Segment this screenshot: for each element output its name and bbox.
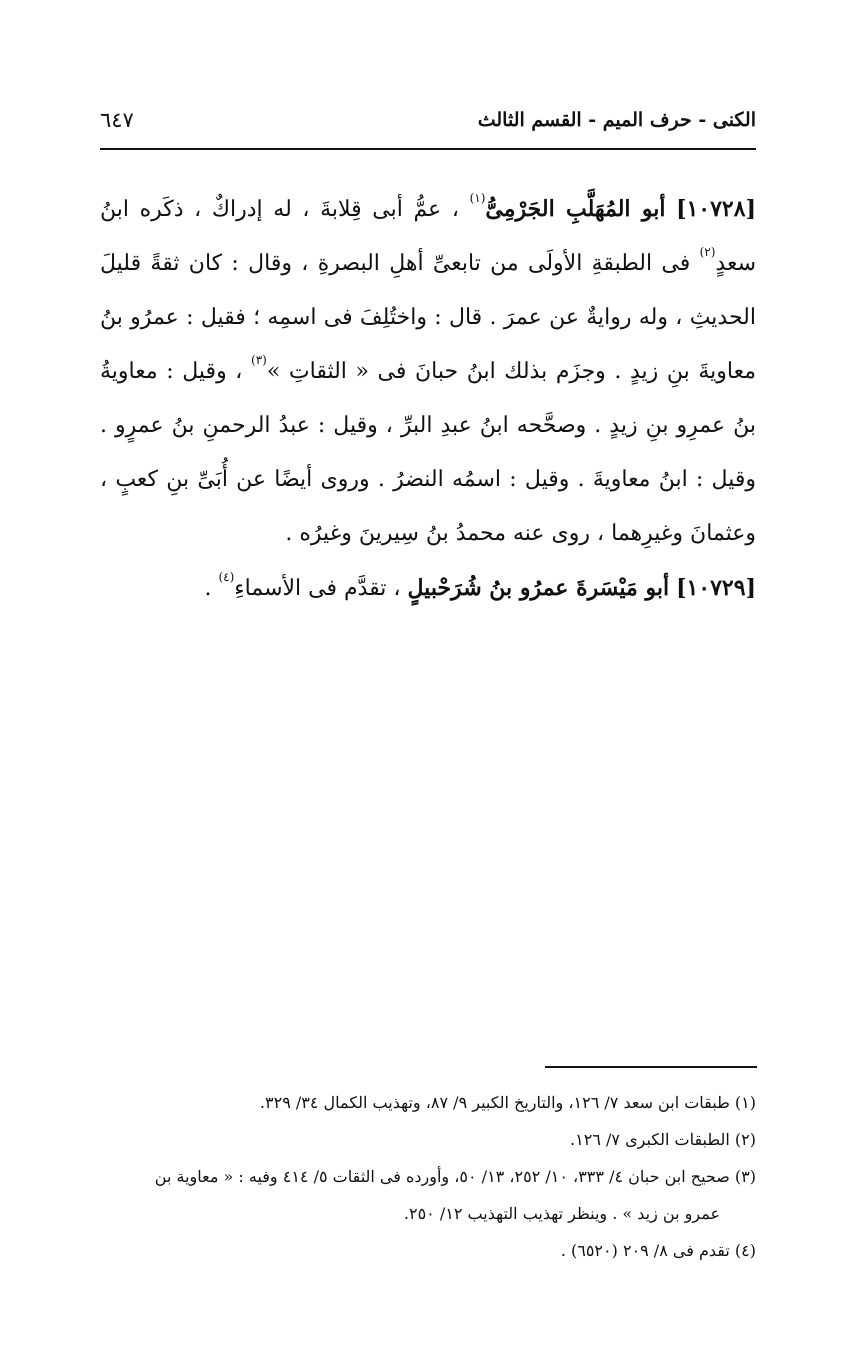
footnote-label: (٤) <box>734 1241 756 1260</box>
running-title: الكنى - حرف الميم - القسم الثالث <box>477 109 756 131</box>
entry-text: ، وقيل : معاويةُ بنُ عمرِو بنِ زيدٍ . وصحَّحه ابنُ عبدِ البرِّ ، وقيل : عبدُ الرحمنِ بنُ عمرٍو . وقيل : ابنُ معاويةَ . وقيل : اسمُه النضرُ . وروى أيضًا عن أُبَىِّ بنِ كعبٍ ، وعثمانَ وغيرِهما ، روى عنه محمدُ بنُ سِيرينَ وغيرُه . <box>100 359 756 546</box>
entry-10728 <box>100 182 756 561</box>
footnote-1 <box>100 1084 756 1121</box>
entry-text: . <box>204 576 212 601</box>
entry-text: فى الطبقةِ الأولَى من تابعىِّ أهلِ البصرةِ ، وقال : كان ثقةً قليلَ الحديثِ ، وله روايةٌ عن عمرَ . قال : واختُلِفَ فى اسمِه ؛ فقيل : عمرُو بنُ معاويةَ بنِ زيدٍ . وجزَم بذلك ابنُ حبانَ فى « الثقاتِ » <box>100 251 756 384</box>
footnote-ref[interactable]: (١) <box>469 191 486 205</box>
footnote-label: (٣) <box>734 1167 756 1186</box>
footnote-text: عمرو بن زيد » . وينظر تهذيب التهذيب ١٢/ ٢٥٠. <box>403 1204 720 1223</box>
footnote-rule <box>545 1066 757 1068</box>
footnote-4 <box>100 1232 756 1269</box>
footnote-3-continuation <box>100 1195 756 1232</box>
entry-10729 <box>100 561 756 616</box>
footnote-label: (١) <box>734 1093 756 1112</box>
footnote-ref[interactable]: (٣) <box>251 353 267 367</box>
footnote-label: (٢) <box>734 1130 756 1149</box>
header-rule <box>100 148 756 150</box>
footnote-ref[interactable]: (٤) <box>218 570 235 584</box>
entry-number: [١٠٧٢٨] <box>676 196 756 222</box>
entry-text: ، عمُّ أبى قِلابةَ ، له إدراكٌ ، ذكَره ابنُ سعدٍ <box>100 197 757 276</box>
entry-number: [١٠٧٢٩] <box>676 575 756 601</box>
footnote-text: صحيح ابن حبان ٤/ ٣٣٣، ١٠/ ٢٥٢، ١٣/ ٥٠، وأورده فى الثقات ٥/ ٤١٤ وفيه : « معاوية بن <box>154 1167 730 1186</box>
main-text <box>100 182 756 616</box>
footnote-text: طبقات ابن سعد ٧/ ١٢٦، والتاريخ الكبير ٩/ ٨٧، وتهذيب الكمال ٣٤/ ٣٢٩. <box>259 1093 730 1112</box>
footnote-text: الطبقات الكبرى ٧/ ١٢٦. <box>570 1130 730 1149</box>
footnote-3 <box>100 1158 756 1195</box>
entry-text: ، تقدَّم فى الأسماءِ <box>234 576 401 601</box>
page-header <box>100 103 756 137</box>
footnote-text: تقدم فى ٨/ ٢٠٩ (٦٥٢٠) . <box>560 1241 730 1260</box>
page-number: ٦٤٧ <box>100 108 134 132</box>
entry-name: أبو المُهَلَّبِ الجَرْمِىُّ <box>485 196 666 222</box>
footnotes <box>100 1084 756 1269</box>
footnote-2 <box>100 1121 756 1158</box>
entry-name: أبو مَيْسَرةَ عمرُو بنُ شُرَحْبيلٍ <box>407 575 670 601</box>
footnote-ref[interactable]: (٢) <box>699 245 716 259</box>
